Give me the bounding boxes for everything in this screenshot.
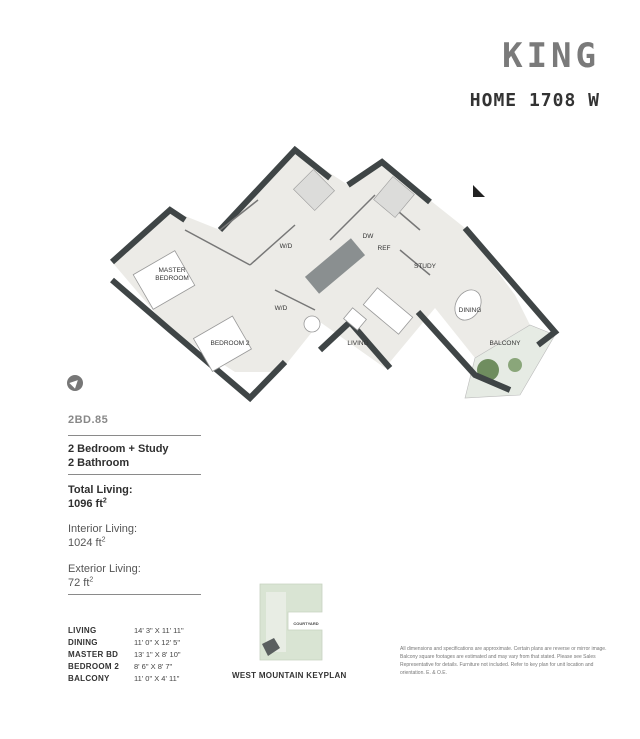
label-wd: W/D [279,243,293,250]
label-balcony: BALCONY [489,340,521,347]
interior-living-label: Interior Living: [68,523,138,535]
label-dining: DINING [458,307,482,314]
bedroom-count: 2 Bedroom + Study [68,443,169,455]
disclaimer: All dimensions and specifications are approximate. Certain plans are reverse or mirror image. Balcony square footages are estimated and may vary from that stated. Please see Sales Representative for details. Furniture not included. Refer to key plan for unit location and orientation. E. & O.E. [400,646,607,676]
brand-logo: KING [502,36,600,76]
label-bedroom-2: BEDROOM 2 [210,340,250,347]
compass-icon [67,375,83,391]
exterior-living-value: 72 $ft^2$ [68,576,94,589]
dimension-row: BEDROOM 2 8' 6" X 8' 7" [68,661,173,671]
dimension-row: BALCONY 11' 0" X 4' 11" [68,673,180,683]
north-arrow-icon [473,185,485,197]
floor-plan [100,140,570,410]
bathroom-count: 2 Bathroom [68,457,130,469]
dimension-row: MASTER BD 13' 1" X 8' 10" [68,649,181,659]
divider [68,474,201,475]
total-living-value: 1096 $ft^2$ [68,497,107,510]
divider [68,435,201,436]
courtyard-label: COURTYARD [293,621,319,626]
label-master-line2: BEDROOM [155,275,189,282]
exterior-living-label: Exterior Living: [68,563,141,575]
home-title: HOME 1708 W [469,90,600,111]
label-study: STUDY [413,263,437,270]
dimension-row: DINING 11' 0" X 12' 5" [68,637,180,647]
interior-living-value: 1024 $ft^2$ [68,536,106,549]
label-living: LIVING [347,340,369,347]
keyplan-map [258,582,324,662]
label-dw: DW [362,233,374,240]
plan-code: 2BD.85 [68,414,109,426]
room-dimensions [68,624,184,684]
total-living-label: Total Living: [68,484,133,496]
keyplan-title: WEST MOUNTAIN KEYPLAN [232,671,347,680]
label-ref: REF [377,245,391,252]
divider [68,594,201,595]
label-master-line1: MASTER [158,267,186,274]
label-wic: W/D [274,305,288,312]
dimension-row: LIVING 14' 3" X 11' 11" [68,625,184,635]
